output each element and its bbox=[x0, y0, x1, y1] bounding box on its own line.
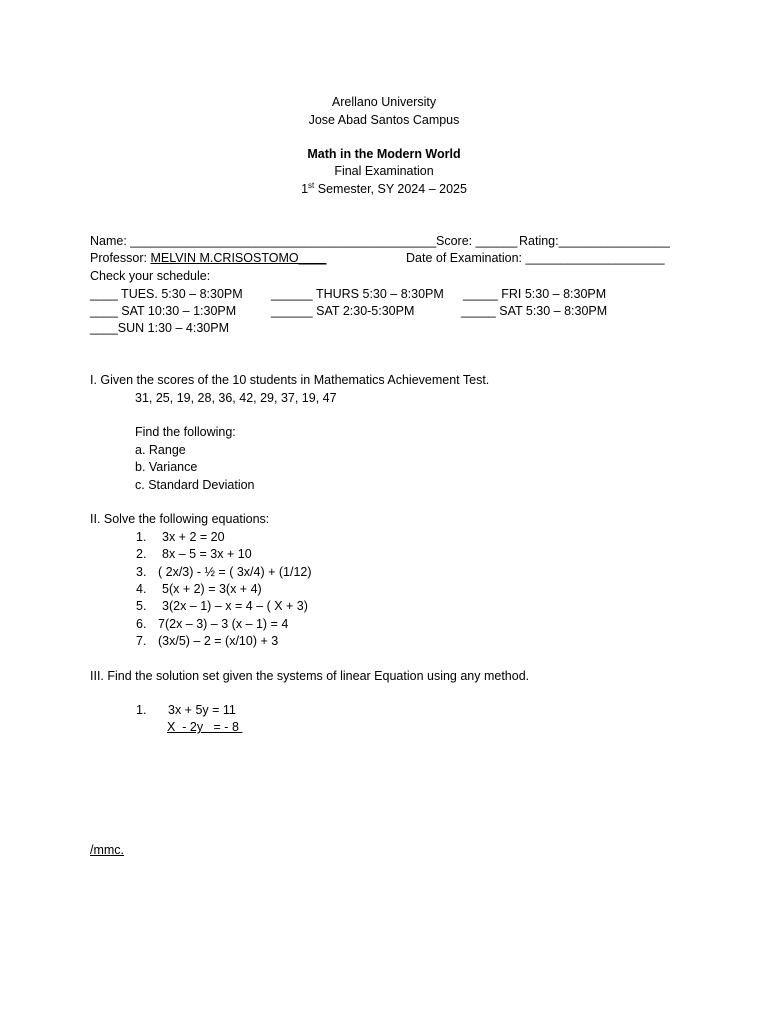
score-field[interactable]: Score: ______ bbox=[436, 234, 518, 248]
system-equation-1: 3x + 5y = 11 bbox=[168, 703, 236, 717]
semester-number: 1 bbox=[301, 182, 309, 196]
equation-number: 7. bbox=[136, 634, 147, 648]
campus-name: Jose Abad Santos Campus bbox=[308, 113, 460, 127]
equation-text: 3(2x – 1) – x = 4 – ( X + 3) bbox=[162, 599, 308, 613]
part1-heading: I. Given the scores of the 10 students in Mathematics Achievement Test. bbox=[90, 373, 490, 387]
schedule-heading: Check your schedule: bbox=[90, 269, 211, 283]
system-number: 1. bbox=[136, 703, 147, 717]
professor-label: Professor: bbox=[90, 251, 151, 265]
equation-number: 1. bbox=[136, 530, 147, 544]
equation-text: (3x/5) – 2 = (x/10) + 3 bbox=[158, 634, 279, 648]
equation-text: ( 2x/3) - ½ = ( 3x/4) + (1/12) bbox=[158, 565, 312, 579]
schedule-option-thurs[interactable]: ______ THURS 5:30 – 8:30PM bbox=[271, 287, 444, 301]
equation-number: 3. bbox=[136, 565, 147, 579]
schedule-option-fri[interactable]: _____ FRI 5:30 – 8:30PM bbox=[463, 287, 607, 301]
equation-text: 7(2x – 3) – 3 (x – 1) = 4 bbox=[158, 617, 289, 631]
semester-line bbox=[0, 180, 768, 196]
university-name: Arellano University bbox=[331, 95, 437, 109]
system-equation-2: X - 2y = - 8 bbox=[167, 720, 243, 734]
part1-scores: 31, 25, 19, 28, 36, 42, 29, 37, 19, 47 bbox=[135, 391, 337, 405]
semester-text: Semester, SY 2024 – 2025 bbox=[314, 182, 467, 196]
part3-heading: III. Find the solution set given the systems of linear Equation using any method. bbox=[90, 669, 530, 683]
schedule-option-sat-evening[interactable]: _____ SAT 5:30 – 8:30PM bbox=[461, 304, 608, 318]
professor-line bbox=[90, 252, 326, 265]
part1-find: Find the following: bbox=[135, 425, 236, 439]
equation-number: 5. bbox=[136, 599, 147, 613]
schedule-option-sat-morning[interactable]: ____ SAT 10:30 – 1:30PM bbox=[90, 304, 237, 318]
date-field[interactable]: Date of Examination: ____________________ bbox=[406, 251, 665, 265]
professor-name: MELVIN M.CRISOSTOMO____ bbox=[150, 251, 327, 265]
equation-number: 6. bbox=[136, 617, 147, 631]
rating-field[interactable]: Rating:________________ bbox=[519, 234, 670, 248]
part1-item-range: a. Range bbox=[135, 443, 186, 457]
equation-text: 8x – 5 = 3x + 10 bbox=[162, 547, 252, 561]
equation-number: 2. bbox=[136, 547, 147, 561]
part2-heading: II. Solve the following equations: bbox=[90, 512, 270, 526]
equation-text: 3x + 2 = 20 bbox=[162, 530, 225, 544]
semester-ordinal: st bbox=[308, 180, 315, 190]
schedule-option-tues[interactable]: ____ TUES. 5:30 – 8:30PM bbox=[90, 287, 243, 301]
name-field[interactable]: Name: ____________________________________________ bbox=[90, 234, 437, 248]
exam-title: Final Examination bbox=[334, 164, 434, 178]
equation-text: 5(x + 2) = 3(x + 4) bbox=[162, 582, 262, 596]
schedule-option-sat-afternoon[interactable]: ______ SAT 2:30-5:30PM bbox=[271, 304, 415, 318]
course-title: Math in the Modern World bbox=[307, 147, 461, 161]
author-initials: /mmc. bbox=[90, 843, 125, 857]
part1-item-std-dev: c. Standard Deviation bbox=[135, 478, 255, 492]
part1-item-variance: b. Variance bbox=[135, 460, 198, 474]
schedule-option-sun[interactable]: ____SUN 1:30 – 4:30PM bbox=[90, 321, 229, 335]
equation-number: 4. bbox=[136, 582, 147, 596]
